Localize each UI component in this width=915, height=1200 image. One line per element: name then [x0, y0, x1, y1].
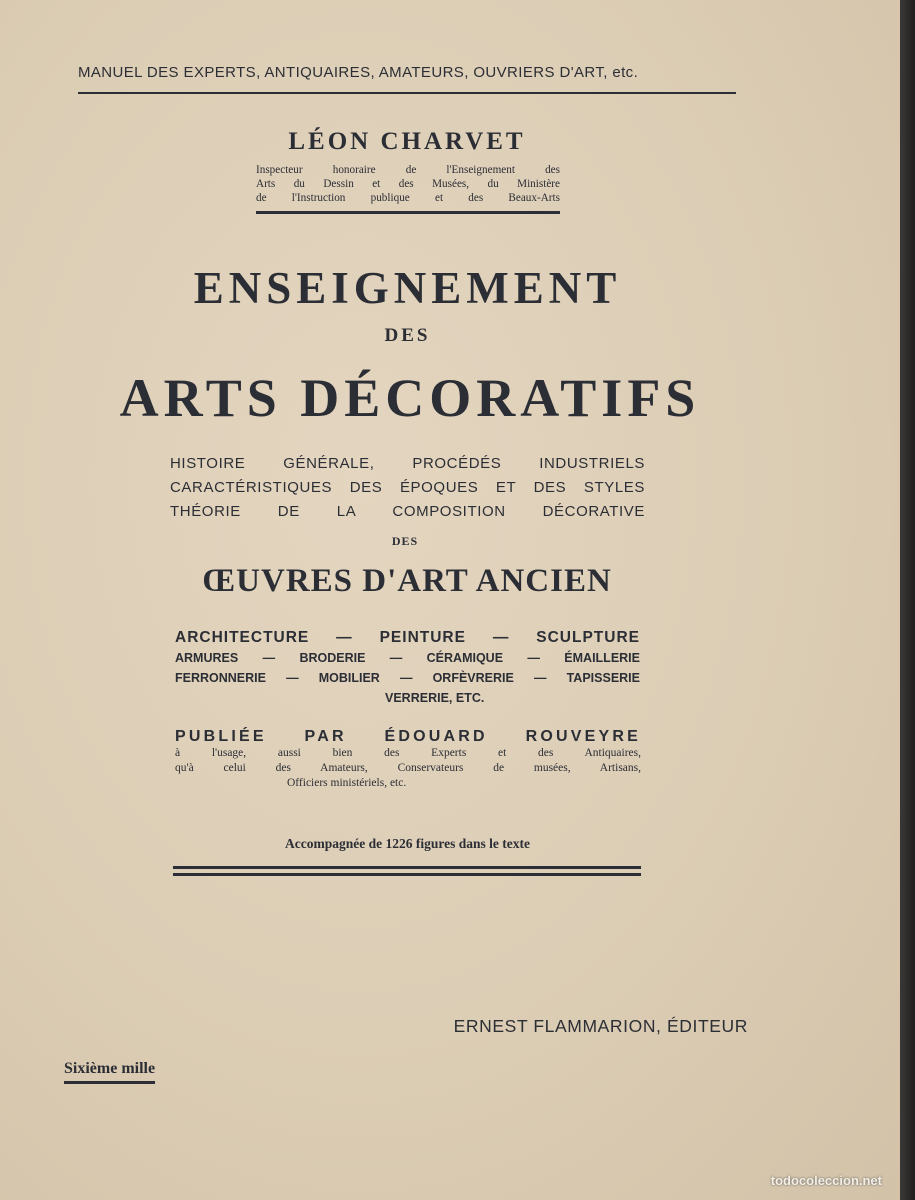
arts-line: ARCHITECTURE — PEINTURE — SCULPTURE	[175, 629, 640, 646]
works-title: ŒUVRES D'ART ANCIEN	[202, 563, 612, 599]
author-title-line: Inspecteur honoraire de l'Enseignement des	[256, 164, 560, 176]
subtitle-line: THÉORIE DE LA COMPOSITION DÉCORATIVE	[170, 503, 645, 520]
subtitle	[170, 452, 645, 524]
title-line-1: ENSEIGNEMENT	[193, 263, 622, 313]
title-line-3: ARTS DÉCORATIFS	[119, 368, 701, 428]
arts-list	[175, 628, 640, 708]
double-rule	[173, 866, 641, 876]
watermark: todocoleccion.net	[770, 1173, 882, 1188]
figures-note: Accompagnée de 1226 figures dans le texte	[285, 836, 530, 851]
publisher-usage	[175, 746, 641, 791]
works-des: DES	[391, 534, 419, 548]
author-name: LÉON CHARVET	[288, 128, 526, 155]
editor: ERNEST FLAMMARION, ÉDITEUR	[453, 1016, 748, 1036]
author-title	[256, 163, 560, 214]
publisher-block	[175, 728, 641, 791]
publisher-line: PUBLIÉE PAR ÉDOUARD ROUVEYRE	[175, 728, 641, 745]
usage-line: Officiers ministériels, etc.	[287, 777, 407, 789]
arts-line: VERRERIE, ETC.	[385, 691, 485, 705]
title-line-2: DES	[384, 325, 431, 346]
arts-line: FERRONNERIE — MOBILIER — ORFÈVRERIE — TAPISSERIE	[175, 671, 640, 685]
subtitle-line: CARACTÉRISTIQUES DES ÉPOQUES ET DES STYLES	[170, 479, 645, 496]
usage-line: à l'usage, aussi bien des Experts et des Antiquaires,	[175, 747, 641, 759]
author-title-line: Arts du Dessin et des Musées, du Ministère	[256, 178, 560, 190]
subtitle-line: HISTOIRE GÉNÉRALE, PROCÉDÉS INDUSTRIELS	[170, 455, 645, 472]
scan-edge	[900, 0, 915, 1200]
usage-line: qu'à celui des Amateurs, Conservateurs de musées, Artisans,	[175, 762, 641, 774]
edition-label: Sixième mille	[64, 1060, 155, 1084]
author-title-line: de l'Instruction publique et des Beaux-Arts	[256, 192, 560, 204]
arts-line: ARMURES — BRODERIE — CÉRAMIQUE — ÉMAILLERIE	[175, 651, 640, 665]
series-heading: MANUEL DES EXPERTS, ANTIQUAIRES, AMATEURS, OUVRIERS D'ART, etc.	[78, 64, 736, 94]
